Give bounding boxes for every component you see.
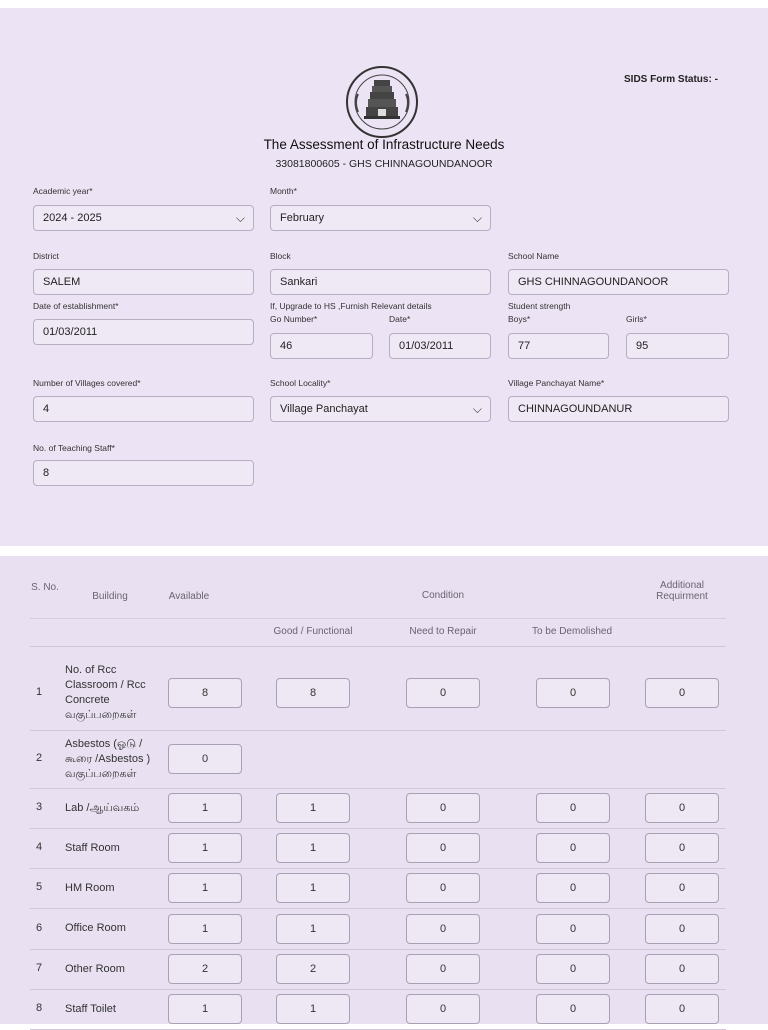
building-name: Staff Room <box>65 841 120 854</box>
available-input[interactable]: 1 <box>168 914 242 944</box>
girls-field[interactable]: 95 <box>626 333 729 359</box>
demolish-input[interactable]: 0 <box>536 994 610 1024</box>
building-name: Staff Toilet <box>65 1002 116 1015</box>
go-date-field[interactable]: 01/03/2011 <box>389 333 491 359</box>
good-input[interactable]: 1 <box>276 793 350 823</box>
row-divider <box>30 908 726 909</box>
academic-year-select[interactable] <box>33 205 254 231</box>
row-number: 7 <box>36 962 43 974</box>
good-input[interactable]: 8 <box>276 678 350 708</box>
additional-input[interactable]: 0 <box>645 873 719 903</box>
repair-input[interactable]: 0 <box>406 678 480 708</box>
form-status: SIDS Form Status: - <box>624 74 718 85</box>
month-value: February <box>280 212 325 224</box>
row-number: 8 <box>36 1002 43 1014</box>
district-field[interactable]: SALEM <box>33 269 254 295</box>
header-available: Available <box>168 591 210 602</box>
building-name: HM Room <box>65 881 115 894</box>
header-repair: Need to Repair <box>409 626 477 637</box>
row-number: 6 <box>36 921 43 934</box>
block-field[interactable]: Sankari <box>270 269 491 295</box>
chevron-down-icon: ⌵ <box>472 402 482 416</box>
building-name: No. of Rcc Classroom / Rcc Concrete வகுப்பறைகள் <box>65 664 146 721</box>
go-number-field[interactable]: 46 <box>270 333 373 359</box>
student-strength-label: Student strength <box>508 301 571 311</box>
boys-field[interactable]: 77 <box>508 333 609 359</box>
demolish-input[interactable]: 0 <box>536 914 610 944</box>
form-page-1 <box>0 8 768 546</box>
header-condition: Condition <box>421 590 465 601</box>
header-sno: S. No. <box>31 582 59 593</box>
date-of-establishment-field[interactable]: 01/03/2011 <box>33 319 254 345</box>
repair-input[interactable]: 0 <box>406 954 480 984</box>
additional-input[interactable]: 0 <box>645 678 719 708</box>
teaching-staff-field[interactable]: 8 <box>33 460 254 486</box>
available-input[interactable]: 1 <box>168 833 242 863</box>
demolish-input[interactable]: 0 <box>536 954 610 984</box>
additional-input[interactable]: 0 <box>645 793 719 823</box>
available-input[interactable]: 0 <box>168 744 242 774</box>
row-number: 5 <box>36 881 43 893</box>
row-number: 3 <box>36 801 43 813</box>
additional-input[interactable]: 0 <box>645 833 719 863</box>
repair-input[interactable]: 0 <box>406 793 480 823</box>
building-name: Lab /ஆய்வகம் <box>65 801 140 814</box>
page-title: The Assessment of Infrastructure Needs <box>263 137 505 152</box>
go-number-label: Go Number* <box>270 314 318 324</box>
demolish-input[interactable]: 0 <box>536 793 610 823</box>
building-name: Office Room <box>65 922 126 934</box>
academic-year-value: 2024 - 2025 <box>43 212 102 224</box>
school-name-field[interactable]: GHS CHINNAGOUNDANOOR <box>508 269 729 295</box>
school-name-label: School Name <box>508 251 560 261</box>
repair-input[interactable]: 0 <box>406 994 480 1024</box>
repair-input[interactable]: 0 <box>406 914 480 944</box>
available-input[interactable]: 1 <box>168 994 242 1024</box>
month-label: Month* <box>270 186 297 196</box>
tamil-nadu-emblem-icon <box>344 64 420 140</box>
available-input[interactable]: 1 <box>168 793 242 823</box>
month-select[interactable] <box>270 205 491 231</box>
form-page-2 <box>0 556 768 1024</box>
chevron-down-icon: ⌵ <box>235 211 245 225</box>
school-locality-label: School Locality* <box>270 378 331 388</box>
available-input[interactable]: 8 <box>168 678 242 708</box>
good-input[interactable]: 1 <box>276 994 350 1024</box>
good-input[interactable]: 1 <box>276 873 350 903</box>
building-name: Asbestos (ஓடு / கூரை /Asbestos ) வகுப்பறைகள் <box>65 737 151 780</box>
row-divider <box>30 730 726 731</box>
additional-input[interactable]: 0 <box>645 914 719 944</box>
repair-input[interactable]: 0 <box>406 833 480 863</box>
row-divider <box>30 868 726 869</box>
header-additional: Additional Requirment <box>656 580 708 602</box>
row-divider <box>30 949 726 950</box>
row-number: 2 <box>36 752 43 764</box>
header-building: Building <box>92 591 128 602</box>
good-input[interactable]: 1 <box>276 914 350 944</box>
additional-input[interactable]: 0 <box>645 954 719 984</box>
good-input[interactable]: 1 <box>276 833 350 863</box>
row-divider <box>30 989 726 990</box>
row-number: 1 <box>36 686 43 698</box>
villages-covered-field[interactable]: 4 <box>33 396 254 422</box>
village-panchayat-field[interactable]: CHINNAGOUNDANUR <box>508 396 729 422</box>
chevron-down-icon: ⌵ <box>472 211 482 225</box>
header-demolish: To be Demolished <box>531 626 613 637</box>
upgrade-note: If, Upgrade to HS ,Furnish Relevant details <box>270 301 432 311</box>
available-input[interactable]: 2 <box>168 954 242 984</box>
village-panchayat-label: Village Panchayat Name* <box>508 378 605 388</box>
teaching-staff-label: No. of Teaching Staff* <box>33 443 115 453</box>
go-date-label: Date* <box>389 314 411 324</box>
school-locality-select[interactable] <box>270 396 491 422</box>
header-good: Good / Functional <box>273 626 353 637</box>
school-locality-value: Village Panchayat <box>280 403 368 415</box>
date-of-establishment-label: Date of establishment* <box>33 301 119 311</box>
district-label: District <box>33 251 59 261</box>
boys-label: Boys* <box>508 314 531 324</box>
repair-input[interactable]: 0 <box>406 873 480 903</box>
academic-year-label: Academic year* <box>33 186 93 196</box>
school-code-line: 33081800605 - GHS CHINNAGOUNDANOOR <box>275 158 493 170</box>
good-input[interactable]: 2 <box>276 954 350 984</box>
row-divider <box>30 788 726 789</box>
row-divider <box>30 828 726 829</box>
building-name: Other Room <box>65 962 125 975</box>
block-label: Block <box>270 251 291 261</box>
villages-covered-label: Number of Villages covered* <box>33 378 141 388</box>
demolish-input[interactable]: 0 <box>536 873 610 903</box>
demolish-input[interactable]: 0 <box>536 833 610 863</box>
additional-input[interactable]: 0 <box>645 994 719 1024</box>
demolish-input[interactable]: 0 <box>536 678 610 708</box>
girls-label: Girls* <box>626 314 647 324</box>
row-number: 4 <box>36 841 43 853</box>
available-input[interactable]: 1 <box>168 873 242 903</box>
